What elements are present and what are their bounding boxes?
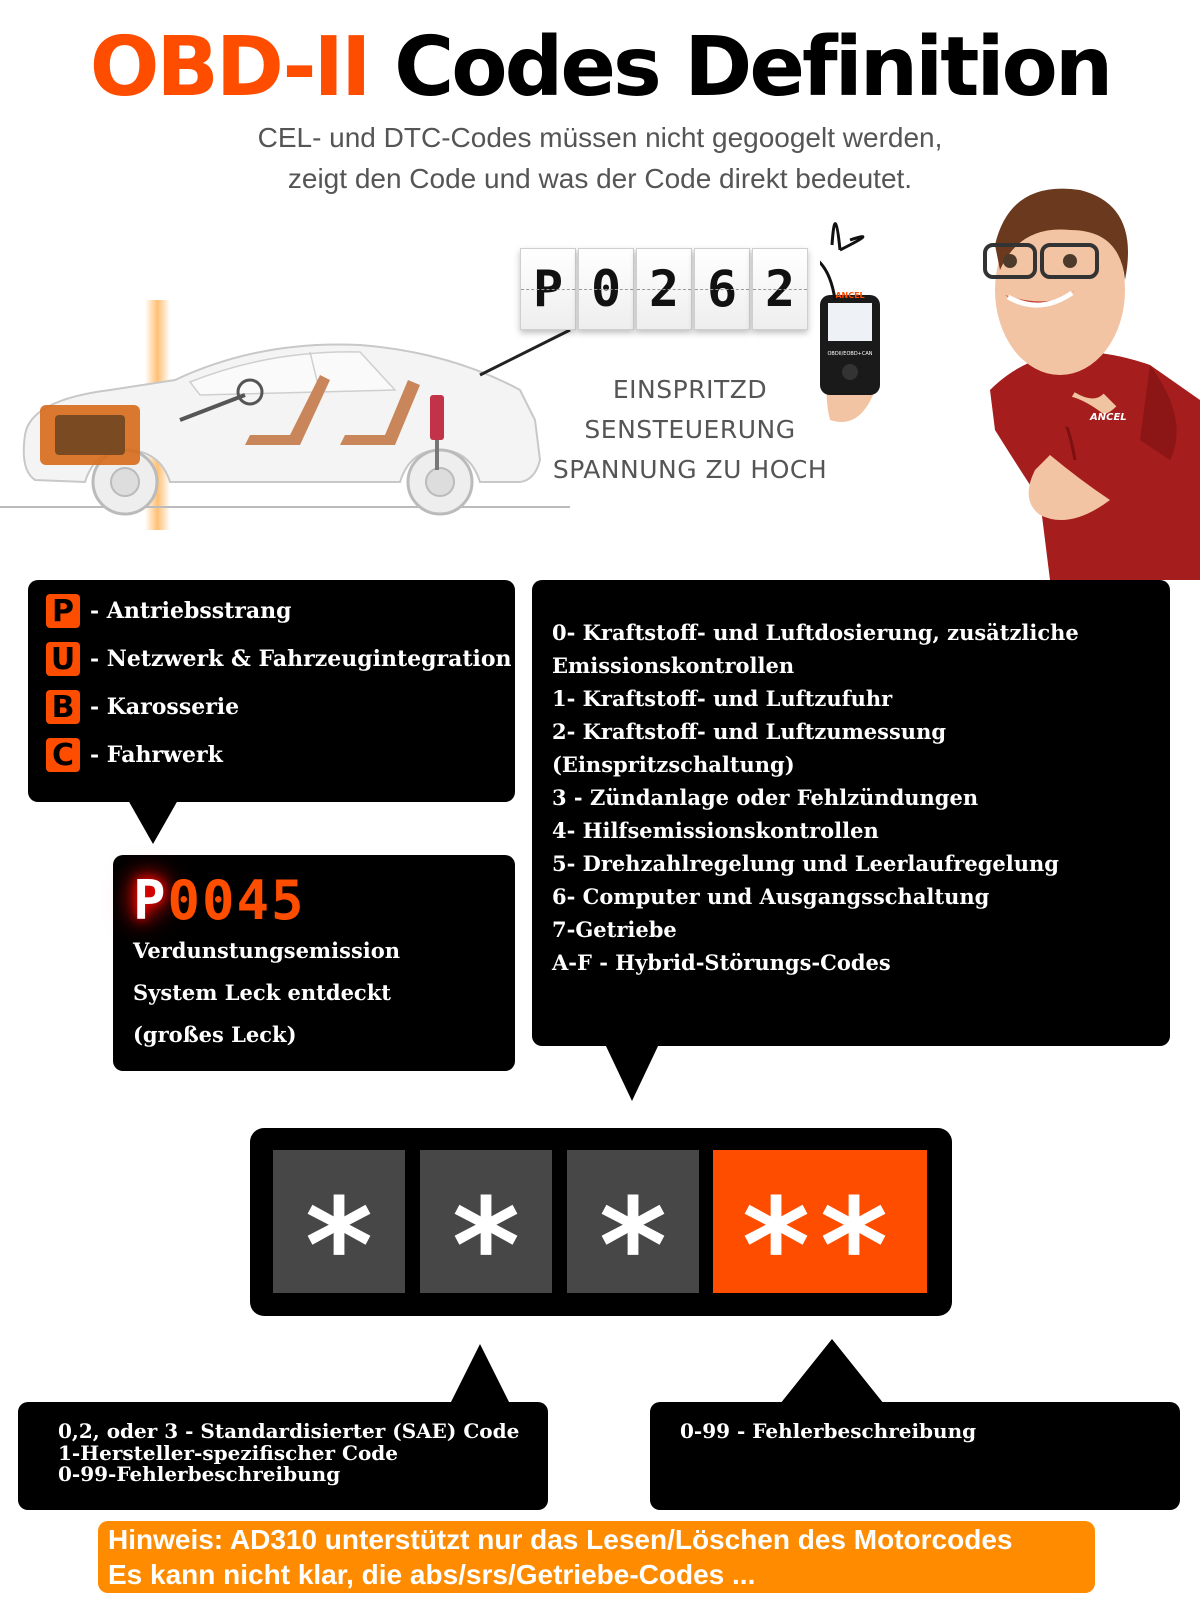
- category-item: [46, 642, 512, 676]
- category-letter: U: [46, 642, 80, 676]
- subsystem-line: A-F - Hybrid-Störungs-Codes: [552, 950, 891, 975]
- category-panel: [28, 580, 515, 802]
- device-model: OBDII/EOBD+CAN: [827, 351, 873, 357]
- mechanic-illustration: [820, 170, 1200, 580]
- fault-panel: [650, 1402, 1180, 1510]
- page-title: [0, 18, 1200, 118]
- category-label: - Antriebsstrang: [90, 598, 292, 624]
- category-item: [46, 690, 239, 724]
- title-rest: Codes Definition: [394, 20, 1111, 115]
- subsystem-line: 1- Kraftstoff- und Luftzufuhr: [552, 686, 893, 711]
- format-cell-type: *: [420, 1150, 552, 1293]
- subsystem-panel: [532, 580, 1170, 1046]
- example-code-panel: [113, 855, 515, 1071]
- subsystem-line: 4- Hilfsemissionskontrollen: [552, 818, 879, 843]
- category-label: - Netzwerk & Fahrzeugintegration: [90, 646, 512, 672]
- type-line: 0,2, oder 3 - Standardisierter (SAE) Code: [58, 1419, 520, 1443]
- subsystem-line: 6- Computer und Ausgangsschaltung: [552, 884, 990, 909]
- subsystem-line: 0- Kraftstoff- und Luftdosierung, zusätzliche: [552, 620, 1079, 645]
- title-highlight: OBD-II: [89, 20, 369, 115]
- category-letter: P: [46, 594, 80, 628]
- code-char: P: [520, 248, 576, 330]
- subsystem-line: 7-Getriebe: [552, 917, 677, 942]
- car-illustration: [0, 300, 580, 540]
- code-char: 2: [752, 248, 808, 330]
- shirt-logo: ANCEL: [1090, 412, 1127, 423]
- code-display: [520, 248, 808, 330]
- code-meaning-line: EINSPRITZD: [612, 375, 768, 404]
- type-panel: [18, 1402, 548, 1510]
- example-code-rest: 0045: [167, 869, 306, 932]
- code-char: 6: [694, 248, 750, 330]
- example-description-line: (großes Leck): [133, 1022, 297, 1047]
- code-meaning-line: SENSTEUERUNG: [584, 415, 796, 444]
- subsystem-line: 3 - Zündanlage oder Fehlzündungen: [552, 785, 979, 810]
- subsystem-line: (Einspritzschaltung): [552, 752, 795, 777]
- code-char: 0: [578, 248, 634, 330]
- category-label: - Fahrwerk: [90, 742, 223, 768]
- type-pointer: [450, 1344, 510, 1404]
- subtitle-line-2: zeigt den Code und was der Code direkt bedeutet.: [287, 163, 913, 194]
- category-item: [46, 738, 223, 772]
- category-item: [46, 594, 292, 628]
- type-line: 0-99-Fehlerbeschreibung: [58, 1462, 341, 1486]
- example-description-line: Verdunstungsemission: [133, 938, 401, 963]
- category-letter: C: [46, 738, 80, 772]
- subsystem-line: Emissionskontrollen: [552, 653, 795, 678]
- category-label: - Karosserie: [90, 694, 240, 720]
- category-letter: B: [46, 690, 80, 724]
- example-code: [133, 869, 306, 932]
- note-banner: [98, 1521, 1095, 1593]
- category-pointer: [128, 800, 178, 844]
- code-format-band: [250, 1128, 952, 1322]
- subsystem-line: 2- Kraftstoff- und Luftzumessung: [552, 719, 947, 744]
- example-code-first: P: [133, 869, 168, 932]
- subsystem-pointer: [605, 1044, 659, 1101]
- format-cell-subsystem: *: [567, 1150, 699, 1293]
- subsystem-line: 5- Drehzahlregelung und Leerlaufregelung: [552, 851, 1059, 876]
- format-cell-fault: **: [713, 1150, 927, 1293]
- note-line-2: Es kann nicht klar, die abs/srs/Getriebe-Codes ...: [108, 1559, 756, 1590]
- format-cell-category: *: [273, 1150, 405, 1293]
- note-line-1: Hinweis: AD310 unterstützt nur das Lesen/Löschen des Motorcodes: [108, 1524, 1013, 1555]
- type-line: 1-Hersteller-spezifischer Code: [58, 1441, 398, 1465]
- device-brand: ANCEL: [835, 291, 865, 300]
- example-description-line: System Leck entdeckt: [133, 980, 391, 1005]
- code-char: 2: [636, 248, 692, 330]
- code-meaning-line: SPANNUNG ZU HOCH: [552, 455, 828, 484]
- fault-pointer: [780, 1339, 884, 1404]
- fault-line: 0-99 - Fehlerbeschreibung: [680, 1419, 977, 1443]
- subtitle-line-1: CEL- und DTC-Codes müssen nicht gegoogelt werden,: [257, 122, 943, 153]
